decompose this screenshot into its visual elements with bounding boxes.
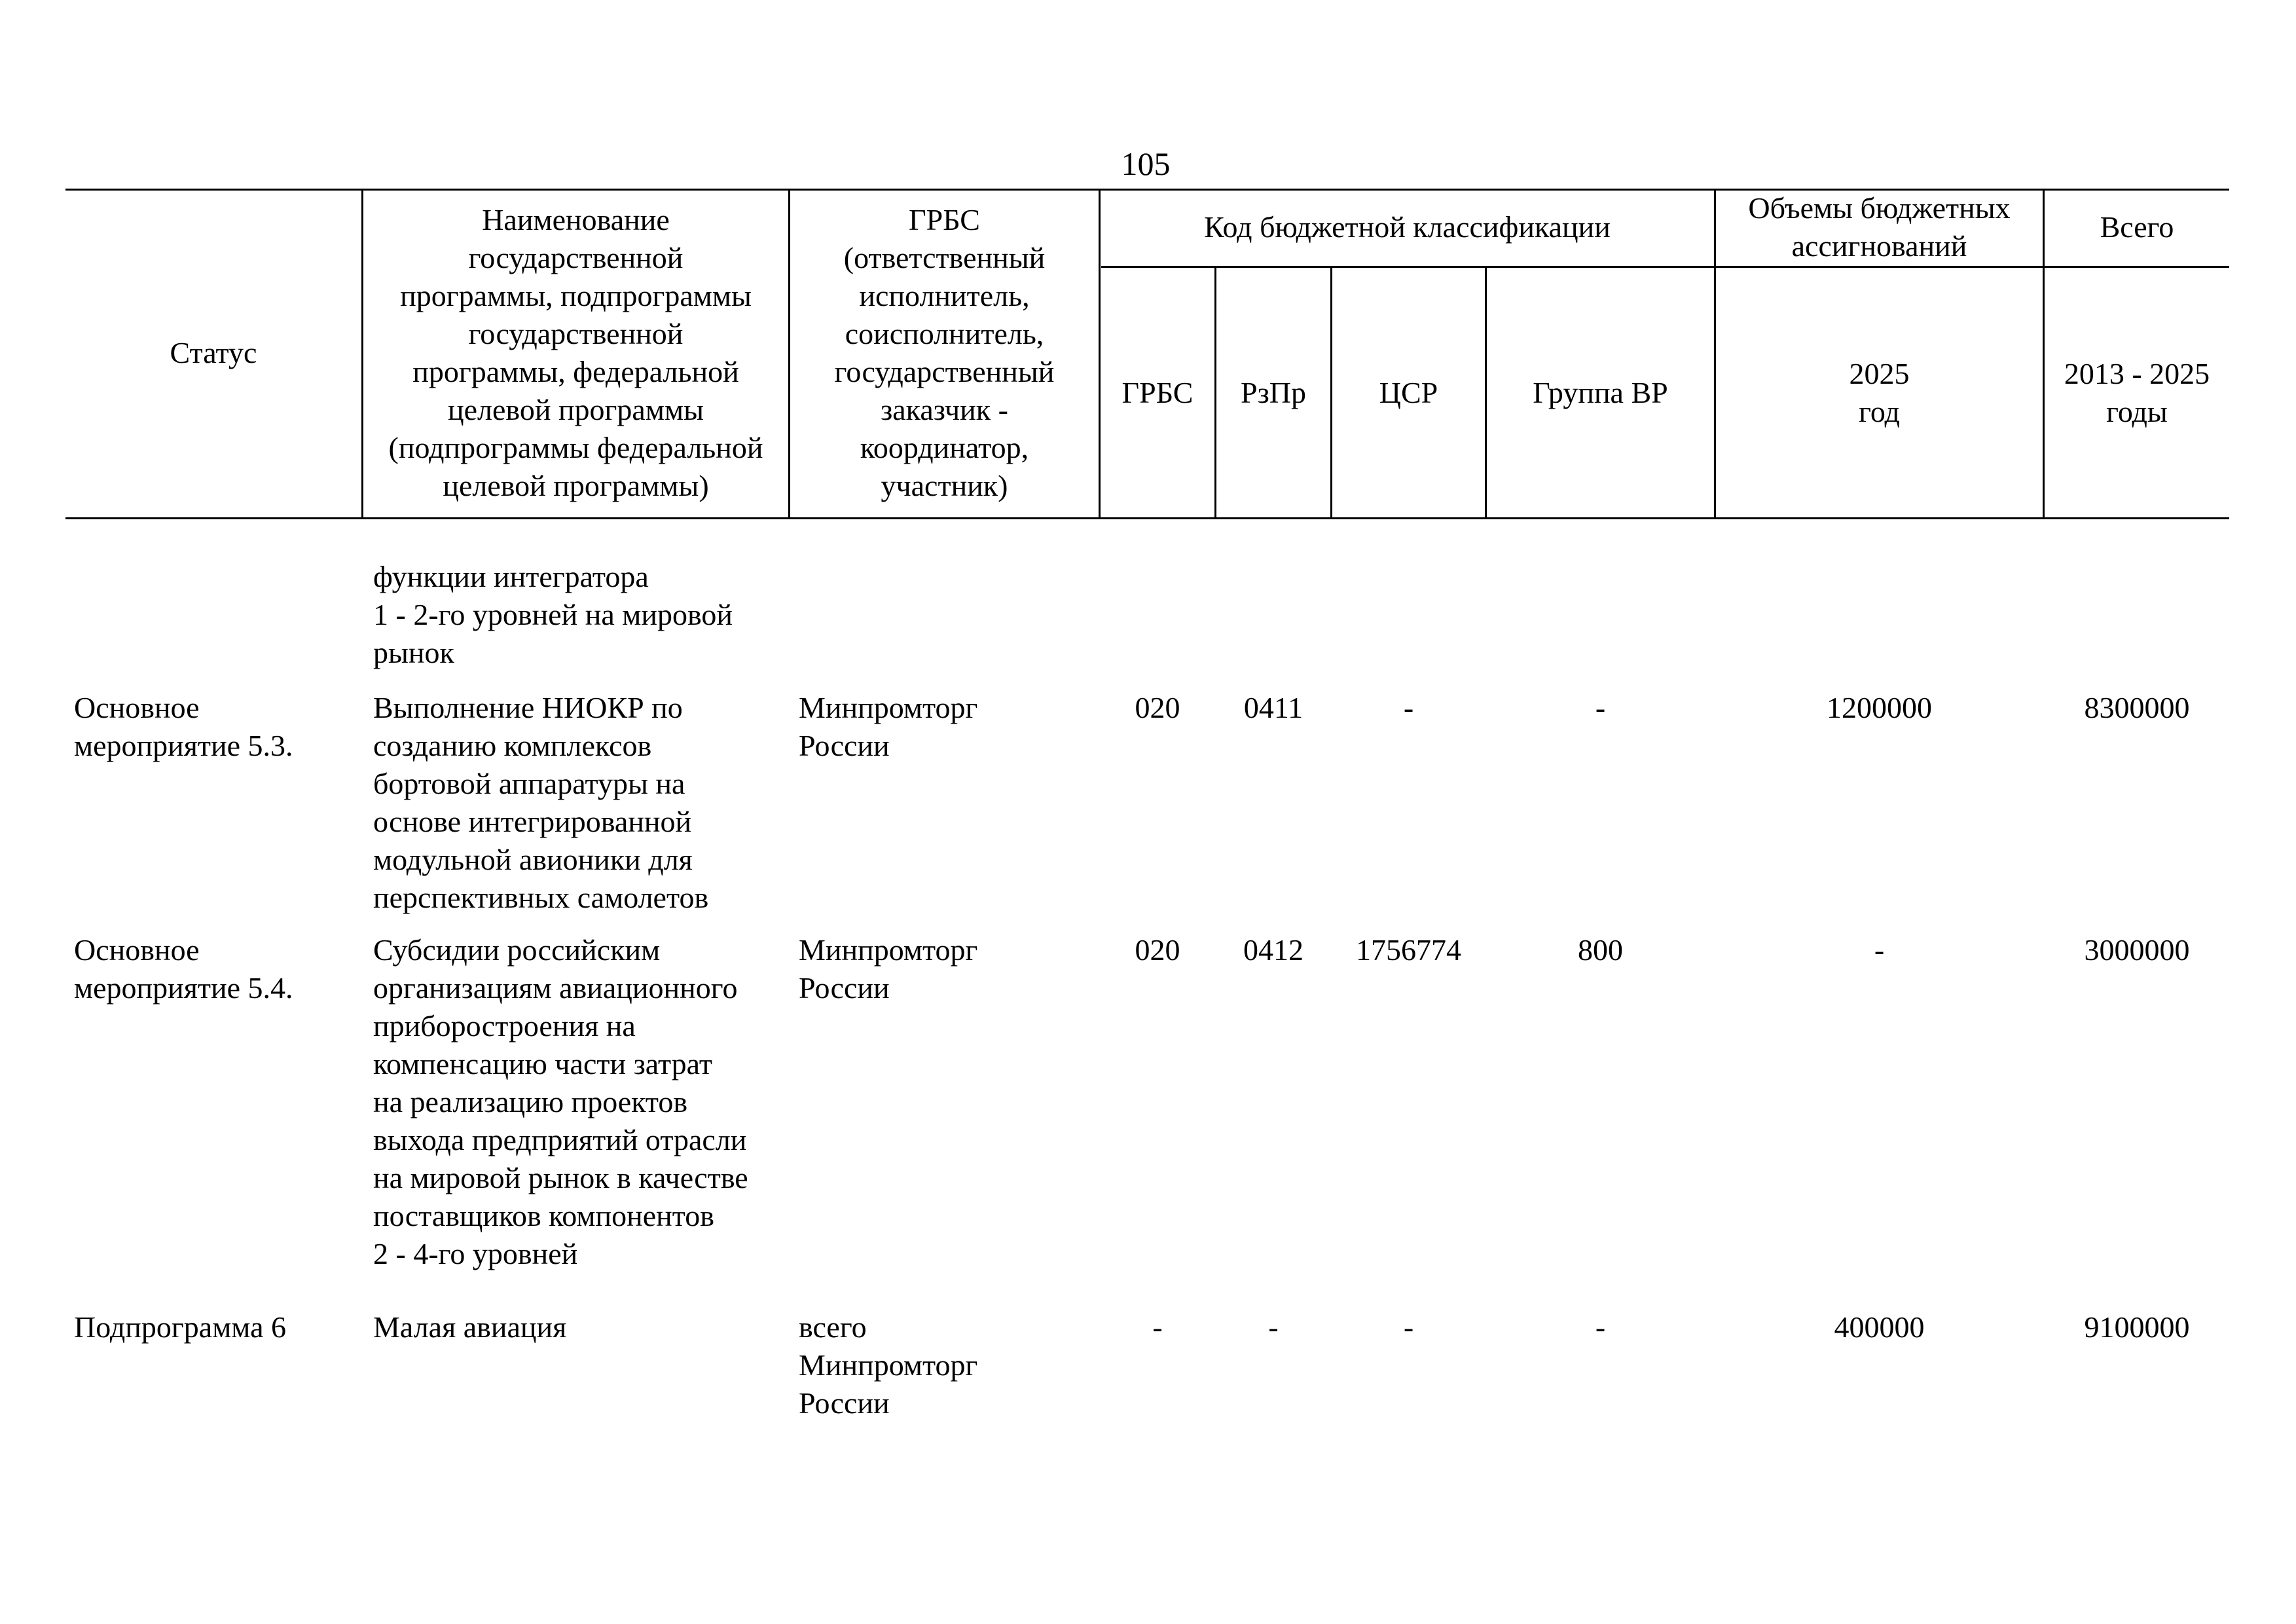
row-grbs-responsible: всего Минпромторг России bbox=[799, 1310, 978, 1420]
page-number: 105 bbox=[1121, 145, 1171, 182]
row-status: Основное мероприятие 5.3. bbox=[74, 691, 293, 762]
header-years-total: 2013 - 2025 годы bbox=[2064, 356, 2210, 428]
row-csr: - bbox=[1403, 1310, 1414, 1344]
row-grbs-responsible: Минпромторг России bbox=[799, 933, 978, 1005]
header-status: Статус bbox=[170, 336, 257, 369]
row-status: Подпрограмма 6 bbox=[74, 1310, 287, 1344]
table-header bbox=[65, 189, 2229, 519]
row-vr: 800 bbox=[1578, 933, 1623, 967]
header-program-name: Наименование государственной программы, подпрограммы государственной программы, федеральной целевой программы (подпрограммы федеральной целевой программы) bbox=[388, 203, 763, 502]
row-name: Выполнение НИОКР по созданию комплексов бортовой аппаратуры на основе интегрированной модульной авионики для перспективных самолетов bbox=[373, 691, 709, 914]
row-vr: - bbox=[1595, 1310, 1606, 1344]
row-grbs: 020 bbox=[1135, 933, 1180, 967]
row-vr: - bbox=[1595, 691, 1606, 724]
row-rzpr: 0411 bbox=[1243, 691, 1303, 724]
row-csr: - bbox=[1403, 691, 1414, 724]
row-grbs: - bbox=[1152, 1310, 1163, 1344]
row-csr: 1756774 bbox=[1356, 933, 1461, 967]
header-vr-group: Группа ВР bbox=[1533, 375, 1668, 409]
row-year-2025: - bbox=[1874, 933, 1885, 967]
row-status: Основное мероприятие 5.4. bbox=[74, 933, 293, 1005]
continuation-text: функции интегратора 1 - 2-го уровней на мировой рынок bbox=[373, 560, 733, 669]
header-budget-volumes: Объемы бюджетных ассигнований bbox=[1748, 191, 2011, 263]
row-rzpr: - bbox=[1268, 1310, 1279, 1344]
row-total: 8300000 bbox=[2084, 691, 2190, 724]
header-grbs-responsible: ГРБС (ответственный исполнитель, соисполнитель, государственный заказчик - координатор, участник) bbox=[834, 203, 1055, 502]
row-total: 9100000 bbox=[2084, 1310, 2190, 1344]
row-name: Малая авиация bbox=[373, 1310, 567, 1344]
row-grbs: 020 bbox=[1135, 691, 1180, 724]
header-year-2025: 2025 год bbox=[1849, 356, 1910, 428]
header-bottom-rule bbox=[65, 517, 2229, 519]
row-year-2025: 400000 bbox=[1834, 1310, 1925, 1344]
header-budget-code: Код бюджетной классификации bbox=[1204, 210, 1611, 244]
row-rzpr: 0412 bbox=[1243, 933, 1303, 967]
header-total: Всего bbox=[2100, 210, 2174, 244]
row-year-2025: 1200000 bbox=[1827, 691, 1932, 724]
row-grbs-responsible: Минпромторг России bbox=[799, 691, 978, 762]
row-total: 3000000 bbox=[2084, 933, 2190, 967]
header-rzpr: РзПр bbox=[1241, 375, 1306, 409]
header-csr: ЦСР bbox=[1379, 375, 1438, 409]
row-name: Субсидии российским организациям авиационного приборостроения на компенсацию части затрат на реализацию проектов выхода предприятий отрасли на мировой рынок в качестве поставщиков компонентов 2 - 4-го уровней bbox=[373, 933, 748, 1270]
header-grbs: ГРБС bbox=[1121, 375, 1194, 409]
